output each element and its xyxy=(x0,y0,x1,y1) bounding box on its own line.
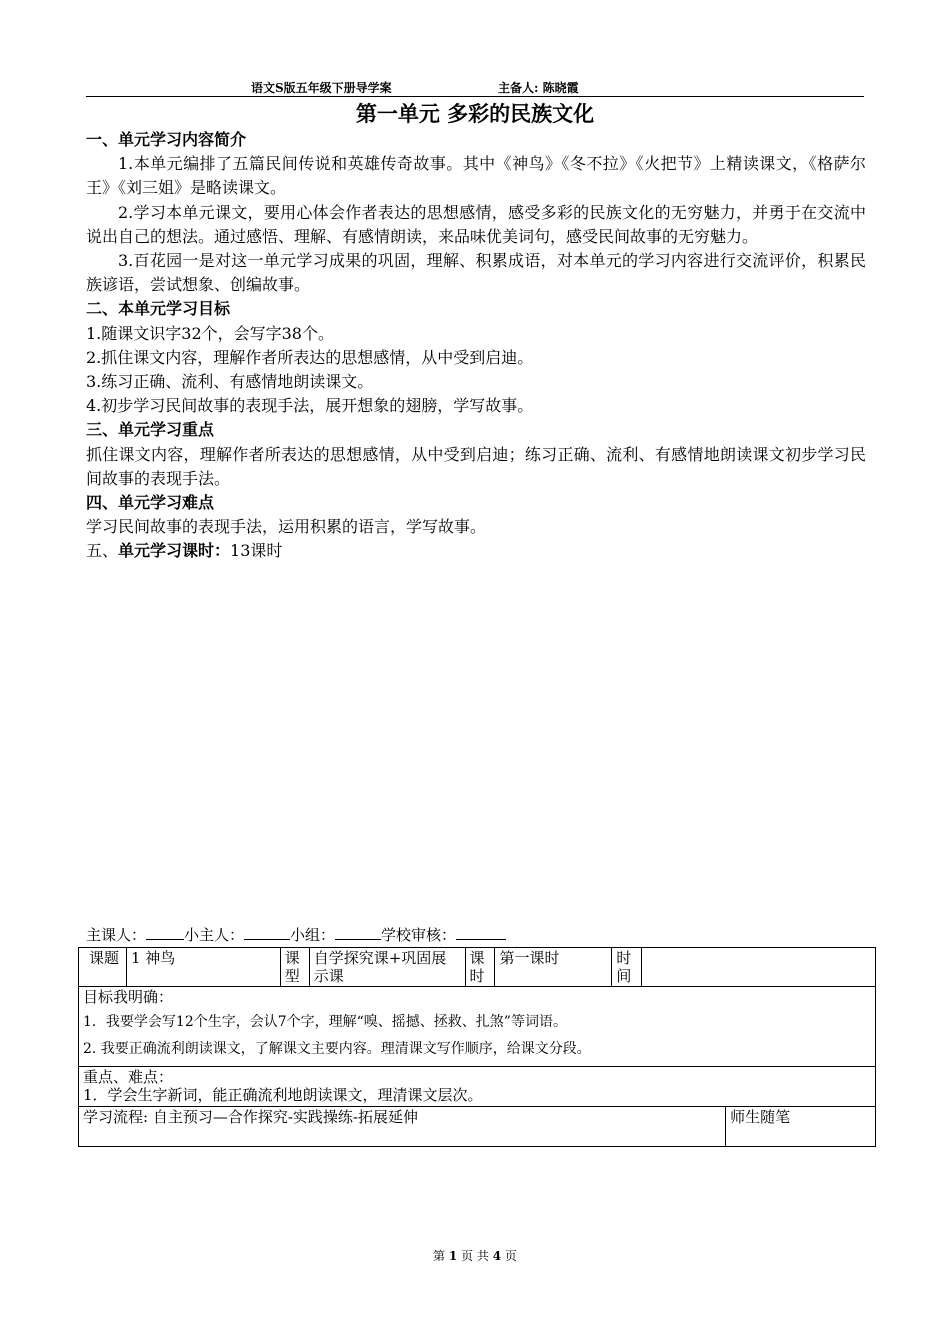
group-label: 小组： xyxy=(290,926,336,944)
type-value-cell: 自学探究课+巩固展示课 xyxy=(309,948,465,987)
review-label: 学校审核： xyxy=(381,926,457,944)
section-1-paragraph-3: 3.百花园一是对这一单元学习成果的巩固，理解、积累成语，对本单元的学习内容进行交流评价，积累民族谚语，尝试想象、创编故事。 xyxy=(86,251,866,295)
document-title: 第一单元 多彩的民族文化 xyxy=(355,102,595,126)
goals-cell xyxy=(79,987,876,1067)
footer-middle: 页 共 xyxy=(461,1249,489,1263)
goal-item: 4.初步学习民间故事的表现手法，展开想象的翅膀，学写故事。 xyxy=(86,396,534,416)
section-4-heading: 四、单元学习难点 xyxy=(86,493,215,513)
goal-item: 2.抓住课文内容，理解作者所表达的思想感情，从中受到启迪。 xyxy=(86,347,534,367)
period-label-cell: 课时 xyxy=(465,948,495,987)
footer-page-number: 1 xyxy=(448,1249,458,1263)
section-5-label: 单元学习课时： xyxy=(118,541,231,561)
section-1-paragraph-1: 1.本单元编排了五篇民间传说和英雄传奇故事。其中《神鸟》《冬不拉》《火把节》上精读课文，《格萨尔王》《刘三姐》是略读课文。 xyxy=(86,154,866,198)
page-footer xyxy=(0,1247,950,1264)
review-blank[interactable] xyxy=(456,925,506,940)
footer-prefix: 第 xyxy=(433,1249,446,1263)
process-cell: 学习流程: 自主预习—合作探究-实践操练-拓展延伸 xyxy=(79,1107,726,1147)
topic-value-cell: 1 神鸟 xyxy=(126,948,280,987)
host-blank[interactable] xyxy=(244,925,290,940)
footer-total-pages: 4 xyxy=(492,1249,502,1263)
key-points-cell xyxy=(79,1067,876,1107)
section-5-line xyxy=(86,539,866,563)
time-label-cell: 时间 xyxy=(612,948,642,987)
notes-cell: 师生随笔 xyxy=(726,1107,876,1147)
unit-overview xyxy=(86,128,866,564)
lesson-goal-1: 1．我要学会写12个生字，会认7个字，理解“嗅、摇撼、拯救、扎煞”等词语。 xyxy=(83,1014,567,1030)
section-2-heading: 二、本单元学习目标 xyxy=(86,299,231,319)
key-points-heading: 重点、难点： xyxy=(83,1068,174,1086)
topic-label-cell: 课题 xyxy=(79,948,127,987)
period-value-cell: 第一课时 xyxy=(495,948,612,987)
page-header xyxy=(86,80,864,97)
lesson-info-row xyxy=(79,948,876,987)
section-3-heading: 三、单元学习重点 xyxy=(86,420,215,440)
section-3-text: 抓住课文内容，理解作者所表达的思想感情，从中受到启迪；练习正确、流利、有感情地朗读课文初步学习民间故事的表现手法。 xyxy=(86,444,866,488)
goal-item: 3.练习正确、流利、有感情地朗读课文。 xyxy=(86,372,374,392)
goals-heading: 目标我明确： xyxy=(83,988,174,1006)
lesson-goal-2: 2. 我要正确流利朗读课文，了解课文主要内容。理清课文写作顺序，给课文分段。 xyxy=(83,1041,591,1057)
group-blank[interactable] xyxy=(335,925,381,940)
footer-suffix: 页 xyxy=(504,1249,517,1263)
host-label: 小主人： xyxy=(184,926,245,944)
teacher-label: 主课人： xyxy=(86,926,147,944)
teacher-blank[interactable] xyxy=(146,925,184,940)
lesson-table xyxy=(78,947,876,1147)
goal-item: 1.随课文识字32个，会写字38个。 xyxy=(86,323,334,343)
section-5-prefix: 五、 xyxy=(86,541,119,561)
header-author: 主备人: 陈晓霞 xyxy=(498,81,579,95)
signature-line xyxy=(86,924,506,946)
section-4-text: 学习民间故事的表现手法，运用积累的语言，学写故事。 xyxy=(86,517,487,537)
time-value-cell[interactable] xyxy=(642,948,876,987)
section-1-paragraph-2: 2.学习本单元课文，要用心体会作者表达的思想感情，感受多彩的民族文化的无穷魅力，并勇于在交流中说出自己的想法。通过感悟、理解、有感情朗读，来品味优美词句，感受民间故事的无穷魅力。 xyxy=(86,202,866,246)
section-1-heading: 一、单元学习内容简介 xyxy=(86,130,247,149)
key-points-row xyxy=(79,1067,876,1107)
section-5-value: 13课时 xyxy=(230,541,283,561)
header-course: 语文S版五年级下册导学案 xyxy=(251,81,392,95)
type-label-cell: 课型 xyxy=(280,948,309,987)
process-row xyxy=(79,1107,876,1147)
key-point-1: 1．学会生字新词，能正确流利地朗读课文，理清课文层次。 xyxy=(83,1086,483,1104)
goals-row xyxy=(79,987,876,1067)
